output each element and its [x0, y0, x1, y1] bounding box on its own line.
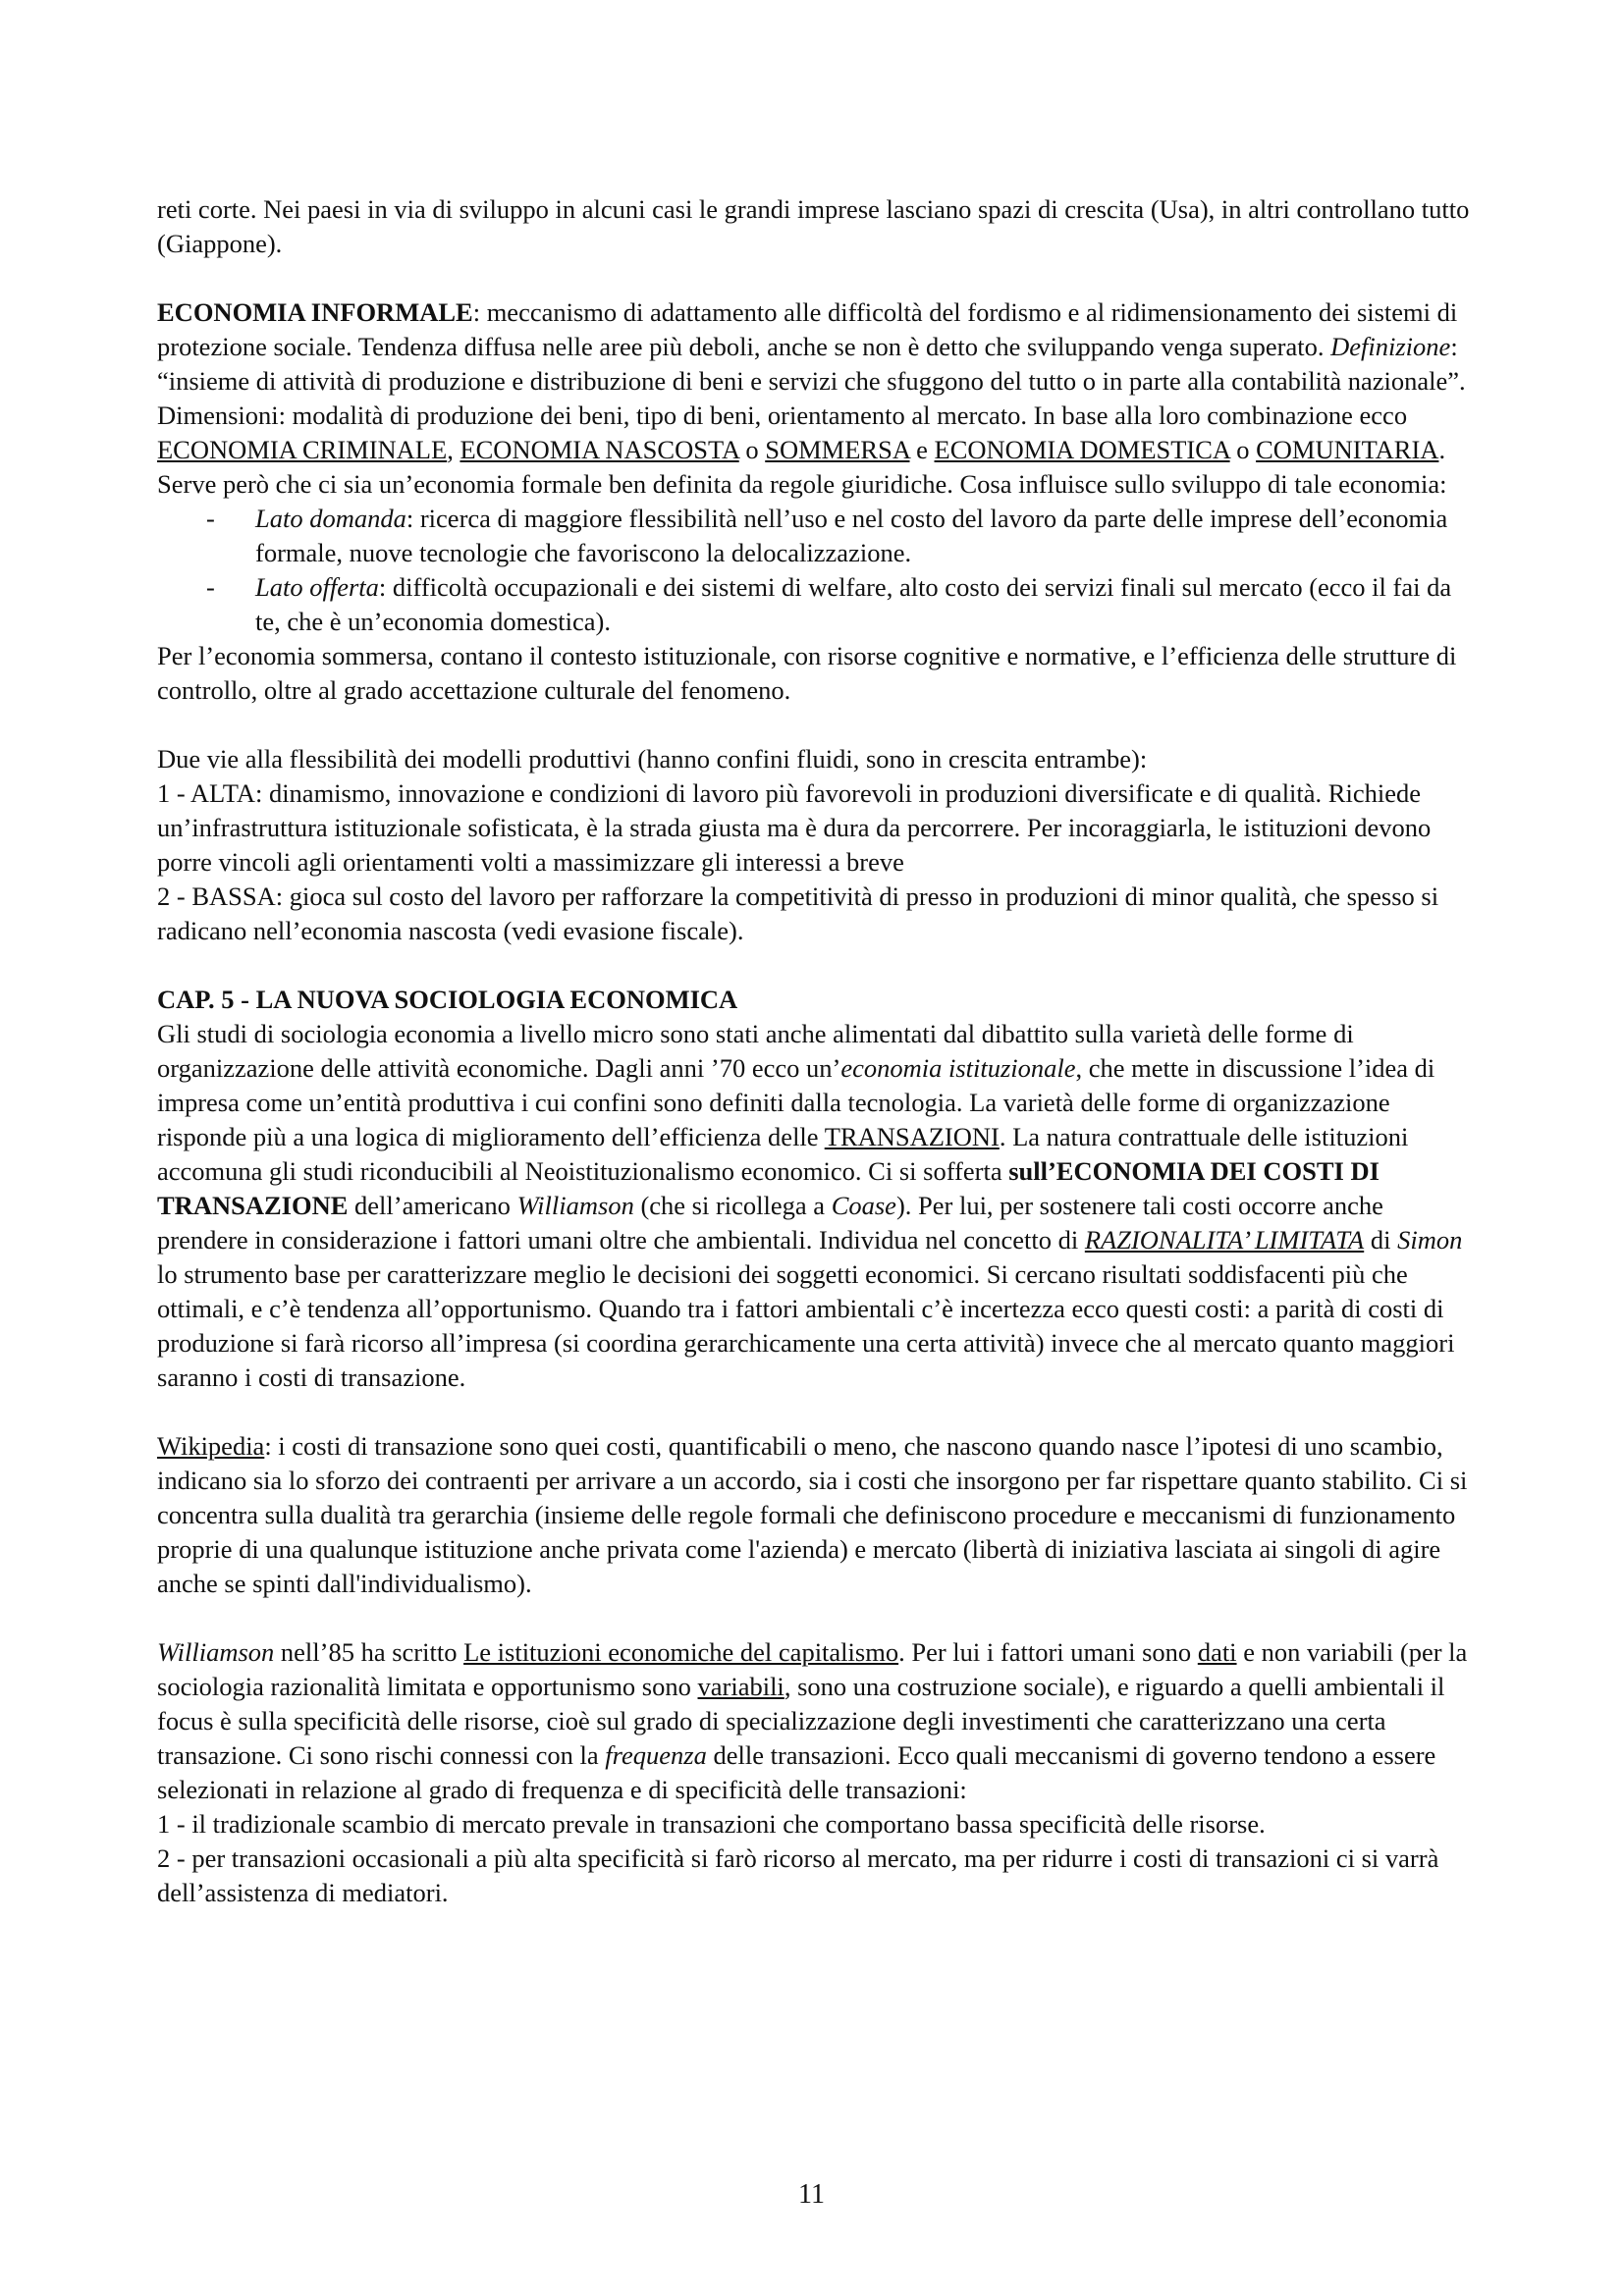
- spacer: [157, 261, 1473, 295]
- cap5-paragraph: [157, 1017, 1473, 1395]
- williamson-text-2: . Per lui i fattori umani sono: [898, 1637, 1198, 1667]
- cap5-text-8: lo strumento base per caratterizzare meglio le decisioni dei soggetti economici. Si cercano risultati soddisfacenti più che ottimali, e c’è tendenza all’opportunismo. Quando tra i fattori ambientali c’è incertezza ecco questi costi: a parità di costi di produzione si farà ricorso all’impresa (si coordina gerarchicamente una certa attività) invece che al mercato quanto maggiori saranno i costi di transazione.: [157, 1259, 1455, 1392]
- mechanism-item-2: 2 - per transazioni occasionali a più alta specificità si farò ricorso al mercato, ma per ridurre i costi di transazioni ci si varrà dell’assistenza di mediatori.: [157, 1843, 1439, 1907]
- lato-offerta-text: : difficoltà occupazionali e dei sistemi di welfare, alto costo dei servizi finali sul mercato (ecco il fai da te, che è un’economia domestica).: [255, 572, 1452, 636]
- link-book-title[interactable]: Le istituzioni economiche del capitalismo: [463, 1637, 899, 1667]
- cap5-text-4: dell’americano: [348, 1191, 517, 1220]
- link-economia-domestica[interactable]: ECONOMIA DOMESTICA: [934, 435, 1230, 464]
- wikipedia-paragraph: [157, 1429, 1473, 1601]
- cap5-text-1: Gli studi di sociologia economia a livello micro sono stati anche alimentati dal dibattito sulla varietà delle forme di organizzazione delle attività economiche. Dagli anni ’70 ecco un’: [157, 1019, 1354, 1083]
- dimensioni-sep-4: o: [1229, 435, 1257, 464]
- link-economia-criminale[interactable]: ECONOMIA CRIMINALE: [157, 435, 448, 464]
- lato-domanda-label: Lato domanda: [255, 504, 406, 533]
- dimensioni-paragraph: [157, 399, 1473, 502]
- via-bassa: 2 - BASSA: gioca sul costo del lavoro per rafforzare la competitività di presso in produzioni di minor qualità, che spesso si radicano nell’economia nascosta (vedi evasione fiscale).: [157, 881, 1439, 945]
- cap5-text-6: ). Per lui, per sostenere tali costi occorre anche prendere in considerazione i fattori umani oltre che ambientali. Individua nel concetto di: [157, 1191, 1383, 1255]
- williamson-text-1: nell’85 ha scritto: [274, 1637, 464, 1667]
- spacer: [157, 1601, 1473, 1635]
- dimensioni-sep-3: e: [909, 435, 935, 464]
- simon-name: Simon: [1397, 1225, 1463, 1255]
- spacer: [157, 948, 1473, 983]
- cap5-heading-text: CAP. 5 - LA NUOVA SOCIOLOGIA ECONOMICA: [157, 985, 738, 1014]
- costi-transazione-heading: sull’ECONOMIA DEI COSTI DI TRANSAZIONE: [157, 1156, 1380, 1220]
- cap5-text-2: , che mette in discussione l’idea di impresa come un’entità produttiva i cui confini sono definiti dalla tecnologia. La varietà delle forme di organizzazione risponde più a una logica di miglioramento dell’efficienza delle: [157, 1053, 1435, 1151]
- link-variabili[interactable]: variabili: [697, 1672, 784, 1701]
- mechanism-item-1: 1 - il tradizionale scambio di mercato prevale in transazioni che comportano bassa specificità delle risorse.: [157, 1809, 1266, 1839]
- frequenza-term: frequenza: [605, 1740, 707, 1770]
- williamson-name: Williamson: [516, 1191, 634, 1220]
- link-sommersa[interactable]: SOMMERSA: [765, 435, 910, 464]
- vie-intro: Due vie alla flessibilità dei modelli produttivi (hanno confini fluidi, sono in crescita entrambe):: [157, 744, 1148, 774]
- definizione-label: Definizione: [1330, 332, 1451, 361]
- link-economia-nascosta[interactable]: ECONOMIA NASCOSTA: [460, 435, 739, 464]
- dash-bullet: -: [206, 504, 215, 533]
- link-comunitaria[interactable]: COMUNITARIA: [1256, 435, 1439, 464]
- cap5-heading: [157, 983, 1473, 1017]
- page-content: [157, 192, 1473, 1910]
- list-item-lato-offerta: [157, 570, 1473, 639]
- intro-paragraph: reti corte. Nei paesi in via di sviluppo in alcuni casi le grandi imprese lasciano spazi di crescita (Usa), in altri controllano tutto (Giappone).: [157, 194, 1470, 258]
- informale-paragraph: [157, 295, 1473, 399]
- cap5-text-5: (che si ricollega a: [633, 1191, 832, 1220]
- dimensioni-sep-2: o: [738, 435, 766, 464]
- cap5-text-7: di: [1364, 1225, 1398, 1255]
- via-alta: 1 - ALTA: dinamismo, innovazione e condizioni di lavoro più favorevoli in produzioni diversificate e di qualità. Richiede un’infrastruttura istituzionale sofisticata, è la strada giusta ma è dura da percorrere. Per incoraggiarla, le istituzioni devono porre vincoli agli orientamenti volti a massimizzare gli interessi a breve: [157, 778, 1432, 877]
- link-wikipedia[interactable]: Wikipedia: [157, 1431, 265, 1461]
- fattori-list: [157, 502, 1473, 639]
- page-number: 11: [798, 2179, 825, 2210]
- informale-heading: ECONOMIA INFORMALE: [157, 297, 473, 327]
- dash-bullet: -: [206, 572, 215, 602]
- williamson-text-3: e non variabili (per la sociologia razionalità limitata e opportunismo sono: [157, 1637, 1468, 1701]
- wikipedia-text: : i costi di transazione sono quei costi, quantificabili o meno, che nascono quando nasce l’ipotesi di uno scambio, indicano sia lo sforzo dei contraenti per arrivare a un accordo, sia i costi che insorgono per far rispettare quanto stabilito. Ci si concentra sulla dualità tra gerarchia (insieme delle regole formali che definiscono procedure e meccanismi di funzionamento proprie di una qualunque istituzione anche privata come l'azienda) e mercato (libertà di iniziativa lasciata ai singoli di agire anche se spinti dall'individualismo).: [157, 1431, 1468, 1598]
- williamson-paragraph: [157, 1635, 1473, 1807]
- list-item-lato-domanda: [157, 502, 1473, 570]
- link-dati[interactable]: dati: [1197, 1637, 1237, 1667]
- link-razionalita-limitata[interactable]: RAZIONALITA’ LIMITATA: [1084, 1225, 1365, 1255]
- link-transazioni[interactable]: TRANSAZIONI: [824, 1122, 1000, 1151]
- spacer: [157, 1395, 1473, 1429]
- cap5-text-3: . La natura contrattuale delle istituzioni accomuna gli studi riconducibili al Neoistituzionalismo economico. Ci si sofferta: [157, 1122, 1409, 1186]
- williamson-text-5: delle transazioni. Ecco quali meccanismi di governo tendono a essere selezionati in relazione al grado di frequenza e di specificità delle transazioni:: [157, 1740, 1436, 1804]
- coase-name: Coase: [831, 1191, 896, 1220]
- williamson-text-4: , sono una costruzione sociale), e riguardo a quelli ambientali il focus è sulla specificità delle risorse, cioè sul grado di specializzazione degli investimenti che caratterizzano una certa transazione. Ci sono rischi connessi con la: [157, 1672, 1445, 1770]
- sommersa-paragraph: Per l’economia sommersa, contano il contesto istituzionale, con risorse cognitive e normative, e l’efficienza delle strutture di controllo, oltre al grado accettazione culturale del fenomeno.: [157, 641, 1457, 705]
- economia-istituzionale: economia istituzionale: [840, 1053, 1076, 1083]
- informale-text-1: : meccanismo di adattamento alle difficoltà del fordismo e al ridimensionamento dei sistemi di protezione sociale. Tendenza diffusa nelle aree più deboli, anche se non è detto che sviluppando venga superato.: [157, 297, 1458, 361]
- spacer: [157, 708, 1473, 742]
- informale-text-2: : “insieme di attività di produzione e distribuzione di beni e servizi che sfuggono del tutto o in parte alla contabilità nazionale”.: [157, 332, 1466, 396]
- williamson-name: Williamson: [157, 1637, 275, 1667]
- dimensioni-text-1: Dimensioni: modalità di produzione dei beni, tipo di beni, orientamento al mercato. In base alla loro combinazione ecco: [157, 400, 1408, 430]
- lato-offerta-label: Lato offerta: [255, 572, 379, 602]
- lato-domanda-text: : ricerca di maggiore flessibilità nell’uso e nel costo del lavoro da parte delle imprese dell’economia formale, nuove tecnologie che favoriscono la delocalizzazione.: [255, 504, 1448, 567]
- dimensioni-text-2: . Serve però che ci sia un’economia formale ben definita da regole giuridiche. Cosa influisce sullo sviluppo di tale economia:: [157, 435, 1447, 499]
- dimensioni-sep-1: ,: [447, 435, 460, 464]
